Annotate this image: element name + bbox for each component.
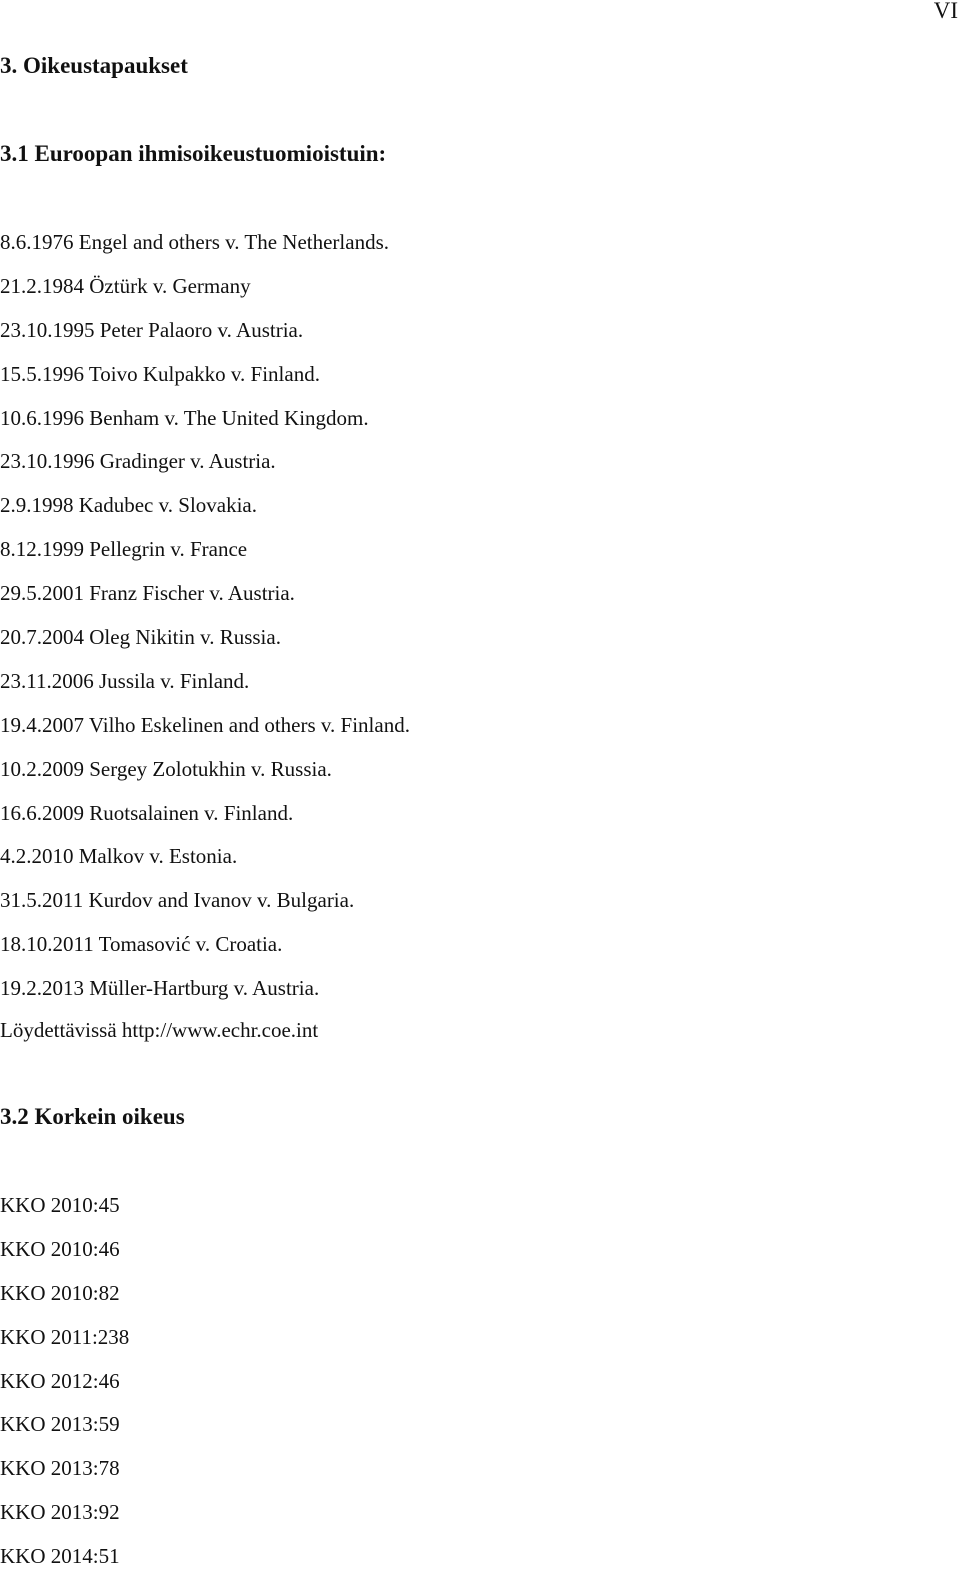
page-number: VI [933,0,958,23]
echr-case-item: 19.4.2007 Vilho Eskelinen and others v. Finland. [0,712,410,737]
kko-case-item: KKO 2013:59 [0,1412,120,1437]
kko-case-item: KKO 2013:92 [0,1500,120,1525]
kko-case-item: KKO 2010:45 [0,1193,120,1217]
echr-case-item: 29.5.2001 Franz Fischer v. Austria. [0,581,295,606]
kko-subsection-title: 3.2 Korkein oikeus [0,1104,185,1129]
echr-source-line: Löydettävissä http://www.echr.coe.int [0,1018,319,1042]
echr-case-item: 31.5.2011 Kurdov and Ivanov v. Bulgaria. [0,888,355,913]
echr-case-item: 10.6.1996 Benham v. The United Kingdom. [0,405,369,430]
echr-case-item: 23.11.2006 Jussila v. Finland. [0,668,250,693]
echr-case-item: 8.6.1976 Engel and others v. The Netherlands. [0,230,389,254]
kko-case-item: KKO 2012:46 [0,1368,120,1393]
kko-case-item: KKO 2011:238 [0,1324,130,1349]
section-title: 3. Oikeustapaukset [0,53,188,78]
echr-case-item: 19.2.2013 Müller-Hartburg v. Austria. [0,976,320,1001]
kko-case-item: KKO 2010:46 [0,1236,120,1261]
echr-case-item: 16.6.2009 Ruotsalainen v. Finland. [0,800,294,825]
echr-case-item: 15.5.1996 Toivo Kulpakko v. Finland. [0,361,320,386]
echr-case-item: 10.2.2009 Sergey Zolotukhin v. Russia. [0,756,332,781]
kko-case-list [0,1190,129,1585]
echr-case-item: 18.10.2011 Tomasović v. Croatia. [0,932,283,957]
kko-case-item: KKO 2010:82 [0,1280,120,1305]
kko-case-item: KKO 2014:51 [0,1544,120,1569]
echr-case-item: 4.2.2010 Malkov v. Estonia. [0,844,238,869]
echr-case-item: 8.12.1999 Pellegrin v. France [0,537,248,562]
echr-case-list [0,227,410,1017]
echr-case-item: 23.10.1995 Peter Palaoro v. Austria. [0,317,304,342]
echr-case-item: 23.10.1996 Gradinger v. Austria. [0,449,276,474]
echr-case-item: 20.7.2004 Oleg Nikitin v. Russia. [0,625,281,650]
echr-case-item: 21.2.1984 Öztürk v. Germany [0,273,251,298]
echr-case-item: 2.9.1998 Kadubec v. Slovakia. [0,493,258,518]
kko-case-item: KKO 2013:78 [0,1456,120,1481]
echr-subsection-title: 3.1 Euroopan ihmisoikeustuomioistuin: [0,141,387,166]
